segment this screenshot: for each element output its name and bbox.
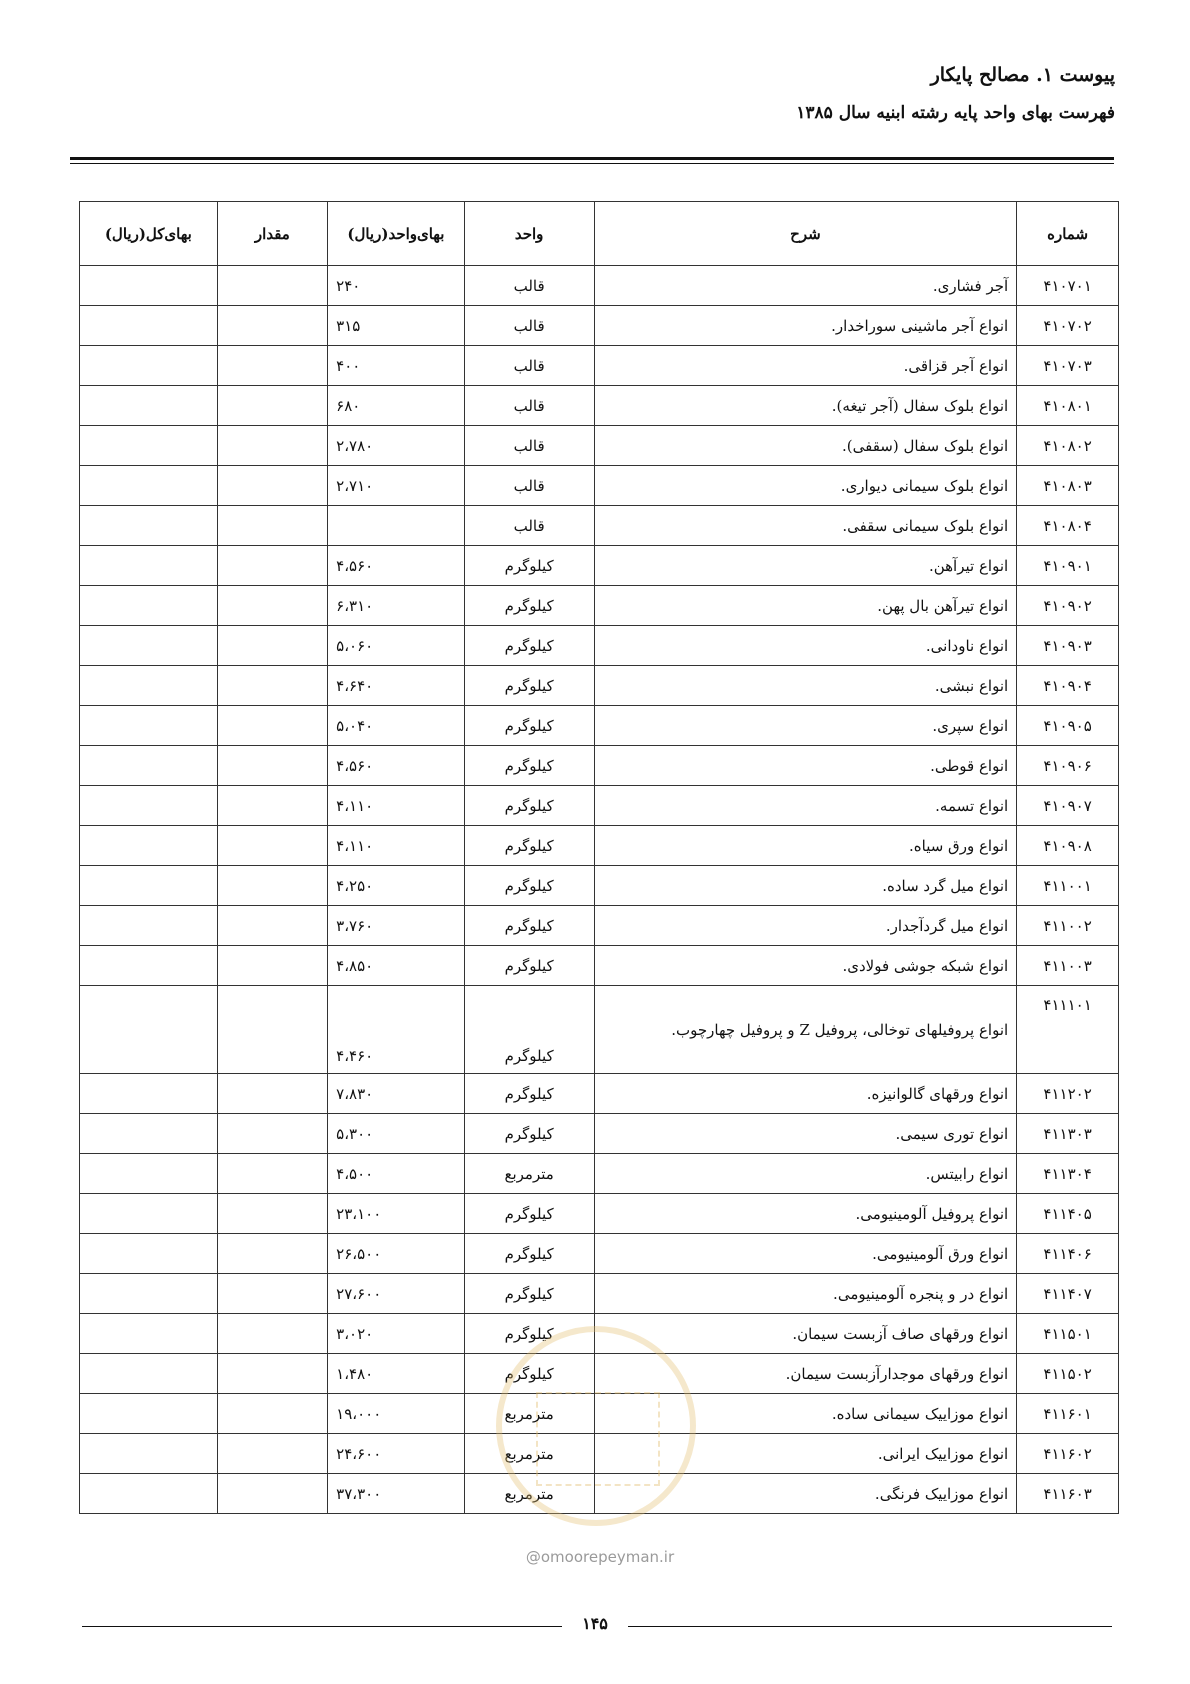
- cell-quantity: [217, 1234, 328, 1274]
- cell-unit: قالب: [464, 386, 594, 426]
- cell-unit: قالب: [464, 426, 594, 466]
- cell-description: انواع موزاییک ایرانی.: [594, 1434, 1017, 1474]
- cell-number: ۴۱۱۶۰۱: [1017, 1394, 1119, 1434]
- cell-total-price: [80, 1434, 218, 1474]
- table-row: [80, 1434, 1119, 1474]
- cell-unit-price: ۲،۷۸۰: [328, 426, 465, 466]
- cell-description: انواع پروفیلهای توخالی، پروفیل Z و پروفیل چهارچوب.: [594, 986, 1017, 1074]
- cell-number: ۴۱۰۸۰۲: [1017, 426, 1119, 466]
- cell-description: انواع تیرآهن بال پهن.: [594, 586, 1017, 626]
- cell-description: انواع ورقهای گالوانیزه.: [594, 1074, 1017, 1114]
- cell-quantity: [217, 586, 328, 626]
- cell-unit-price: ۲۷،۶۰۰: [328, 1274, 465, 1314]
- cell-unit: کیلوگرم: [464, 986, 594, 1074]
- cell-description: آجر فشاری.: [594, 266, 1017, 306]
- table-row: [80, 386, 1119, 426]
- cell-unit-price: ۳،۷۶۰: [328, 906, 465, 946]
- cell-description: انواع ورق سیاه.: [594, 826, 1017, 866]
- table-row: [80, 1274, 1119, 1314]
- cell-unit: مترمربع: [464, 1154, 594, 1194]
- cell-total-price: [80, 266, 218, 306]
- table-row: [80, 666, 1119, 706]
- cell-unit: کیلوگرم: [464, 786, 594, 826]
- cell-description: انواع آجر ماشینی سوراخدار.: [594, 306, 1017, 346]
- cell-number: ۴۱۱۰۰۳: [1017, 946, 1119, 986]
- page-header: [796, 62, 1115, 126]
- cell-quantity: [217, 266, 328, 306]
- cell-unit: مترمربع: [464, 1474, 594, 1514]
- cell-description: انواع تسمه.: [594, 786, 1017, 826]
- cell-unit: قالب: [464, 346, 594, 386]
- cell-number: ۴۱۰۷۰۲: [1017, 306, 1119, 346]
- cell-total-price: [80, 306, 218, 346]
- cell-unit-price: ۴۰۰: [328, 346, 465, 386]
- cell-unit-price: ۶،۳۱۰: [328, 586, 465, 626]
- cell-total-price: [80, 946, 218, 986]
- cell-unit: کیلوگرم: [464, 1274, 594, 1314]
- cell-unit-price: ۴،۴۶۰: [328, 986, 465, 1074]
- cell-number: ۴۱۰۹۰۴: [1017, 666, 1119, 706]
- table-row: [80, 786, 1119, 826]
- cell-number: ۴۱۱۴۰۵: [1017, 1194, 1119, 1234]
- cell-unit-price: ۶۸۰: [328, 386, 465, 426]
- table-row: [80, 506, 1119, 546]
- cell-quantity: [217, 386, 328, 426]
- cell-number: ۴۱۰۸۰۱: [1017, 386, 1119, 426]
- cell-total-price: [80, 1354, 218, 1394]
- cell-description: انواع در و پنجره آلومینیومی.: [594, 1274, 1017, 1314]
- cell-total-price: [80, 1314, 218, 1354]
- column-header-number: شماره: [1017, 202, 1119, 266]
- column-header-quantity: مقدار: [217, 202, 328, 266]
- cell-number: ۴۱۰۹۰۲: [1017, 586, 1119, 626]
- cell-total-price: [80, 426, 218, 466]
- table-row: [80, 986, 1119, 1074]
- cell-description: انواع نبشی.: [594, 666, 1017, 706]
- cell-quantity: [217, 706, 328, 746]
- table-row: [80, 426, 1119, 466]
- table-row: [80, 1474, 1119, 1514]
- cell-number: ۴۱۰۷۰۱: [1017, 266, 1119, 306]
- cell-quantity: [217, 306, 328, 346]
- cell-unit-price: ۳۷،۳۰۰: [328, 1474, 465, 1514]
- cell-total-price: [80, 1074, 218, 1114]
- cell-description: انواع میل گرد ساده.: [594, 866, 1017, 906]
- footer-rule-left: [82, 1626, 562, 1627]
- cell-unit-price: ۴،۵۶۰: [328, 546, 465, 586]
- cell-unit-price: ۴،۸۵۰: [328, 946, 465, 986]
- table-row: [80, 1314, 1119, 1354]
- cell-total-price: [80, 1234, 218, 1274]
- cell-unit: کیلوگرم: [464, 1194, 594, 1234]
- cell-total-price: [80, 866, 218, 906]
- header-rule-thick: [70, 157, 1114, 160]
- cell-number: ۴۱۰۸۰۴: [1017, 506, 1119, 546]
- table-row: [80, 1394, 1119, 1434]
- cell-quantity: [217, 826, 328, 866]
- column-header-description: شرح: [594, 202, 1017, 266]
- cell-unit: کیلوگرم: [464, 1354, 594, 1394]
- table-row: [80, 346, 1119, 386]
- cell-unit: کیلوگرم: [464, 1234, 594, 1274]
- cell-unit-price: ۲۶،۵۰۰: [328, 1234, 465, 1274]
- cell-total-price: [80, 1154, 218, 1194]
- cell-description: انواع موزاییک فرنگی.: [594, 1474, 1017, 1514]
- cell-unit-price: ۵،۳۰۰: [328, 1114, 465, 1154]
- cell-total-price: [80, 466, 218, 506]
- cell-number: ۴۱۰۹۰۱: [1017, 546, 1119, 586]
- cell-unit-price: ۲۳،۱۰۰: [328, 1194, 465, 1234]
- cell-unit-price: ۴،۵۶۰: [328, 746, 465, 786]
- cell-quantity: [217, 1154, 328, 1194]
- cell-number: ۴۱۱۴۰۷: [1017, 1274, 1119, 1314]
- table-row: [80, 1194, 1119, 1234]
- cell-number: ۴۱۱۵۰۱: [1017, 1314, 1119, 1354]
- page-number: ۱۴۵: [582, 1614, 608, 1633]
- cell-unit-price: ۵،۰۴۰: [328, 706, 465, 746]
- cell-total-price: [80, 386, 218, 426]
- cell-number: ۴۱۰۸۰۳: [1017, 466, 1119, 506]
- cell-quantity: [217, 786, 328, 826]
- cell-quantity: [217, 946, 328, 986]
- cell-quantity: [217, 546, 328, 586]
- cell-quantity: [217, 1194, 328, 1234]
- cell-unit: قالب: [464, 306, 594, 346]
- cell-unit-price: ۳۱۵: [328, 306, 465, 346]
- cell-total-price: [80, 1114, 218, 1154]
- cell-quantity: [217, 746, 328, 786]
- cell-unit-price: ۱۹،۰۰۰: [328, 1394, 465, 1434]
- cell-total-price: [80, 1194, 218, 1234]
- cell-quantity: [217, 1394, 328, 1434]
- cell-unit-price: ۷،۸۳۰: [328, 1074, 465, 1114]
- cell-unit-price: ۴،۱۱۰: [328, 826, 465, 866]
- cell-total-price: [80, 986, 218, 1074]
- document-title: فهرست بهای واحد پایه رشته ابنیه سال ۱۳۸۵: [796, 103, 1115, 123]
- cell-unit: قالب: [464, 266, 594, 306]
- cell-quantity: [217, 1474, 328, 1514]
- cell-description: انواع بلوک سفال (آجر تیغه).: [594, 386, 1017, 426]
- cell-total-price: [80, 506, 218, 546]
- cell-quantity: [217, 506, 328, 546]
- table-row: [80, 586, 1119, 626]
- cell-unit: کیلوگرم: [464, 1314, 594, 1354]
- cell-quantity: [217, 986, 328, 1074]
- cell-number: ۴۱۱۳۰۴: [1017, 1154, 1119, 1194]
- cell-number: ۴۱۱۰۰۱: [1017, 866, 1119, 906]
- price-list-table: [79, 201, 1119, 1514]
- cell-quantity: [217, 426, 328, 466]
- cell-unit-price: ۵،۰۶۰: [328, 626, 465, 666]
- cell-unit-price: ۲۴،۶۰۰: [328, 1434, 465, 1474]
- cell-description: انواع ورقهای موجدارآزبست سیمان.: [594, 1354, 1017, 1394]
- cell-total-price: [80, 626, 218, 666]
- cell-unit-price: ۴،۲۵۰: [328, 866, 465, 906]
- cell-unit-price: ۱،۴۸۰: [328, 1354, 465, 1394]
- cell-description: انواع ناودانی.: [594, 626, 1017, 666]
- column-header-unit: واحد: [464, 202, 594, 266]
- cell-quantity: [217, 626, 328, 666]
- cell-unit: قالب: [464, 466, 594, 506]
- cell-number: ۴۱۰۷۰۳: [1017, 346, 1119, 386]
- cell-number: ۴۱۱۲۰۲: [1017, 1074, 1119, 1114]
- table-row: [80, 746, 1119, 786]
- cell-unit: کیلوگرم: [464, 1074, 594, 1114]
- column-header-unit-price: بهای‌واحد(ریال): [328, 202, 465, 266]
- table-header-row: [80, 202, 1119, 266]
- table-row: [80, 546, 1119, 586]
- cell-description: انواع بلوک سیمانی سقفی.: [594, 506, 1017, 546]
- cell-description: انواع تیرآهن.: [594, 546, 1017, 586]
- cell-unit: کیلوگرم: [464, 906, 594, 946]
- cell-quantity: [217, 866, 328, 906]
- cell-quantity: [217, 466, 328, 506]
- cell-quantity: [217, 666, 328, 706]
- cell-total-price: [80, 346, 218, 386]
- cell-total-price: [80, 826, 218, 866]
- table-row: [80, 1074, 1119, 1114]
- cell-quantity: [217, 1434, 328, 1474]
- cell-description: انواع میل گردآجدار.: [594, 906, 1017, 946]
- cell-total-price: [80, 586, 218, 626]
- cell-description: انواع رابیتس.: [594, 1154, 1017, 1194]
- table-row: [80, 826, 1119, 866]
- watermark-text: @omoorepeyman.ir: [525, 1548, 675, 1566]
- table-row: [80, 906, 1119, 946]
- cell-quantity: [217, 1114, 328, 1154]
- cell-description: انواع توری سیمی.: [594, 1114, 1017, 1154]
- cell-description: انواع ورق آلومینیومی.: [594, 1234, 1017, 1274]
- cell-unit: مترمربع: [464, 1434, 594, 1474]
- cell-description: انواع سپری.: [594, 706, 1017, 746]
- cell-unit: کیلوگرم: [464, 706, 594, 746]
- cell-unit: مترمربع: [464, 1394, 594, 1434]
- cell-total-price: [80, 666, 218, 706]
- cell-total-price: [80, 786, 218, 826]
- cell-number: ۴۱۰۹۰۶: [1017, 746, 1119, 786]
- cell-description: انواع ورقهای صاف آزبست سیمان.: [594, 1314, 1017, 1354]
- cell-unit-price: ۲۴۰: [328, 266, 465, 306]
- cell-description: انواع بلوک سفال (سقفی).: [594, 426, 1017, 466]
- cell-unit: کیلوگرم: [464, 866, 594, 906]
- table-row: [80, 266, 1119, 306]
- cell-unit: کیلوگرم: [464, 946, 594, 986]
- table-row: [80, 706, 1119, 746]
- cell-number: ۴۱۰۹۰۳: [1017, 626, 1119, 666]
- cell-unit: کیلوگرم: [464, 586, 594, 626]
- cell-unit: کیلوگرم: [464, 746, 594, 786]
- cell-quantity: [217, 1074, 328, 1114]
- cell-number: ۴۱۱۶۰۳: [1017, 1474, 1119, 1514]
- cell-unit-price: ۲،۷۱۰: [328, 466, 465, 506]
- cell-quantity: [217, 1314, 328, 1354]
- column-header-total-price: بهای‌کل(ریال): [80, 202, 218, 266]
- cell-total-price: [80, 1274, 218, 1314]
- header-rule-thin: [70, 163, 1114, 164]
- cell-number: ۴۱۱۴۰۶: [1017, 1234, 1119, 1274]
- cell-unit: کیلوگرم: [464, 546, 594, 586]
- cell-total-price: [80, 546, 218, 586]
- cell-unit-price: ۴،۶۴۰: [328, 666, 465, 706]
- cell-unit-price: [328, 506, 465, 546]
- table-row: [80, 466, 1119, 506]
- table-row: [80, 1354, 1119, 1394]
- cell-description: انواع شبکه جوشی فولادی.: [594, 946, 1017, 986]
- cell-number: ۴۱۱۶۰۲: [1017, 1434, 1119, 1474]
- cell-description: انواع آجر قزاقی.: [594, 346, 1017, 386]
- cell-unit: کیلوگرم: [464, 626, 594, 666]
- cell-unit-price: ۴،۱۱۰: [328, 786, 465, 826]
- cell-number: ۴۱۱۰۰۲: [1017, 906, 1119, 946]
- cell-total-price: [80, 1394, 218, 1434]
- cell-number: ۴۱۱۵۰۲: [1017, 1354, 1119, 1394]
- cell-total-price: [80, 706, 218, 746]
- cell-total-price: [80, 746, 218, 786]
- table-row: [80, 866, 1119, 906]
- cell-quantity: [217, 1354, 328, 1394]
- cell-unit: کیلوگرم: [464, 666, 594, 706]
- cell-total-price: [80, 1474, 218, 1514]
- cell-quantity: [217, 346, 328, 386]
- cell-quantity: [217, 1274, 328, 1314]
- cell-description: انواع موزاییک سیمانی ساده.: [594, 1394, 1017, 1434]
- cell-unit-price: ۴،۵۰۰: [328, 1154, 465, 1194]
- cell-number: ۴۱۰۹۰۷: [1017, 786, 1119, 826]
- table-row: [80, 306, 1119, 346]
- table-row: [80, 1154, 1119, 1194]
- cell-number: ۴۱۰۹۰۸: [1017, 826, 1119, 866]
- cell-unit-price: ۳،۰۲۰: [328, 1314, 465, 1354]
- cell-description: انواع بلوک سیمانی دیواری.: [594, 466, 1017, 506]
- table-row: [80, 1114, 1119, 1154]
- cell-quantity: [217, 906, 328, 946]
- cell-unit: کیلوگرم: [464, 826, 594, 866]
- table-row: [80, 626, 1119, 666]
- cell-number: ۴۱۰۹۰۵: [1017, 706, 1119, 746]
- footer-rule-right: [628, 1626, 1112, 1627]
- cell-total-price: [80, 906, 218, 946]
- appendix-title: پیوست ۱. مصالح پایکار: [930, 64, 1115, 86]
- cell-number: ۴۱۱۱۰۱: [1017, 986, 1119, 1074]
- table-row: [80, 1234, 1119, 1274]
- cell-unit: کیلوگرم: [464, 1114, 594, 1154]
- cell-number: ۴۱۱۳۰۳: [1017, 1114, 1119, 1154]
- cell-description: انواع قوطی.: [594, 746, 1017, 786]
- cell-unit: قالب: [464, 506, 594, 546]
- table-row: [80, 946, 1119, 986]
- cell-description: انواع پروفیل آلومینیومی.: [594, 1194, 1017, 1234]
